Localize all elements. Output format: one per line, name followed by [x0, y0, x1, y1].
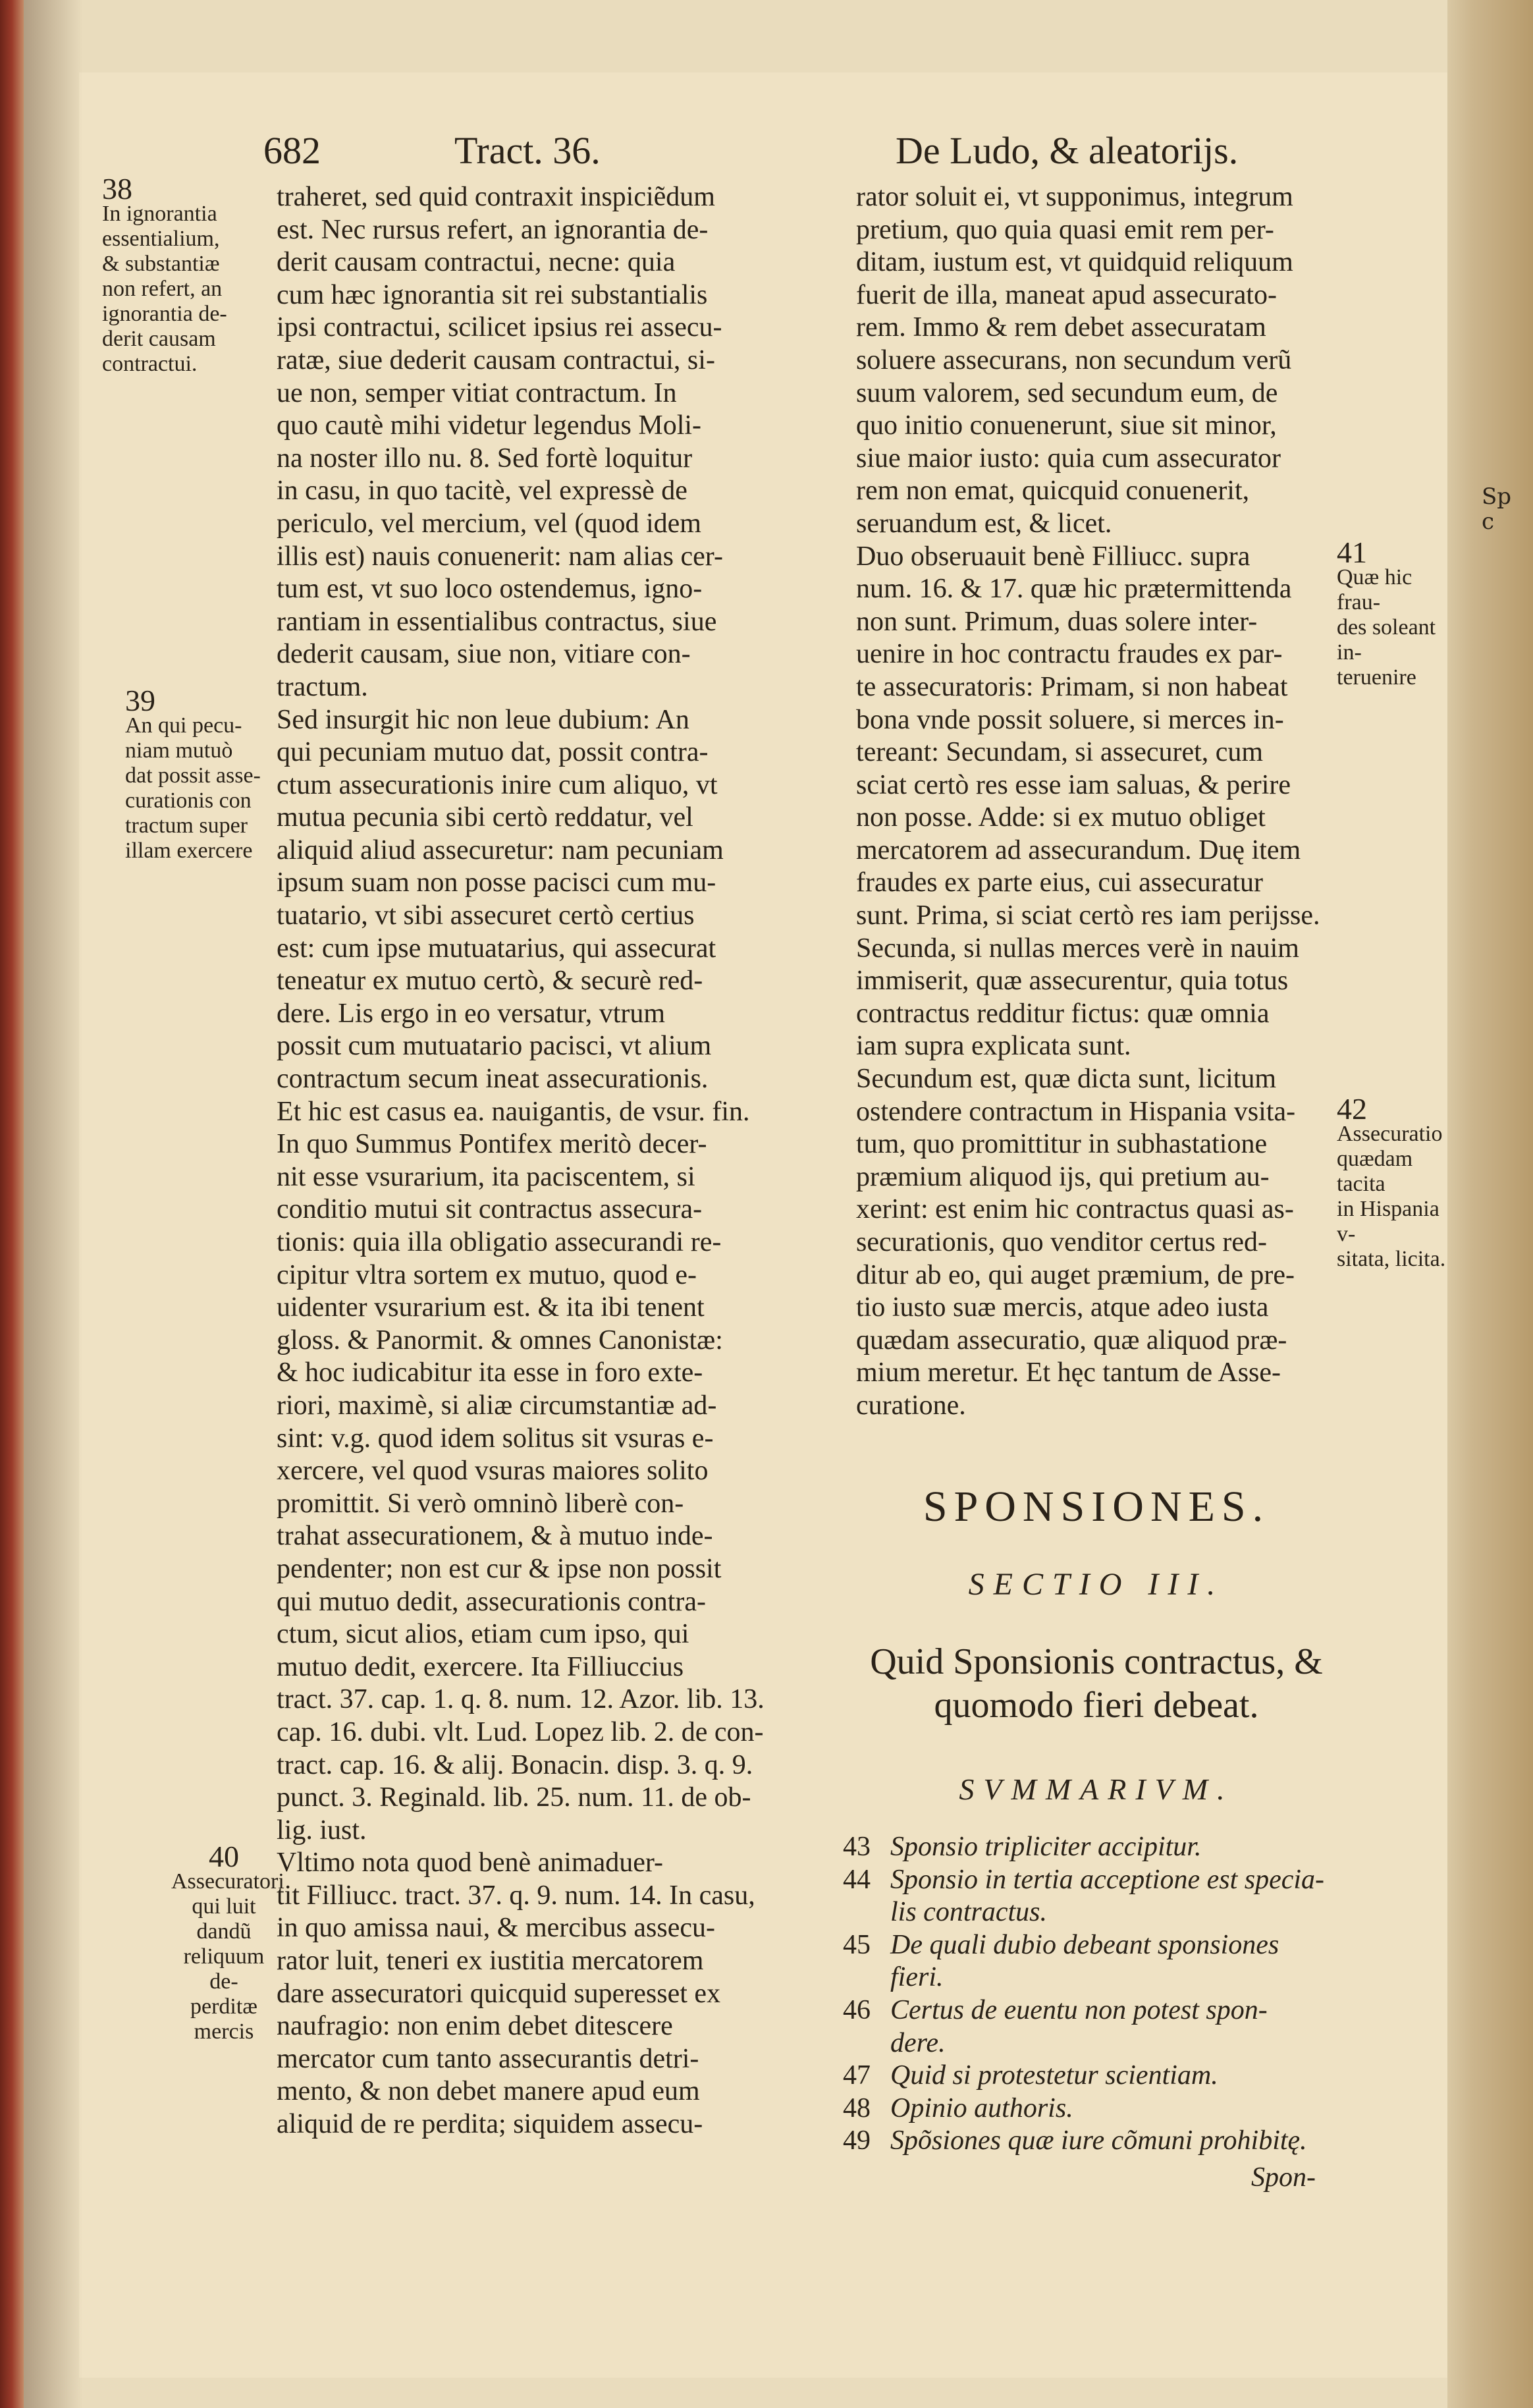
text-line: teneatur ex mutuo certò, & securè red-: [277, 966, 703, 997]
text-line: iam supra explicata sunt.: [856, 1031, 1131, 1062]
margin-line: illam exercere: [125, 838, 253, 863]
text-line: dere. Lis ergo in eo versatur, vtrum: [277, 998, 666, 1029]
text-line: possit cum mutuatario pacisci, vt alium: [277, 1031, 712, 1062]
text-line: in casu, in quo tacitè, vel expressè de: [277, 476, 687, 506]
text-line: tum, quo promittitur in subhastatione: [856, 1129, 1268, 1160]
margin-line: essentialium,: [102, 227, 220, 251]
margin-line: in Hispania v-: [1337, 1197, 1439, 1246]
text-line: quædam assecuratio, quæ aliquod præ-: [856, 1325, 1287, 1355]
text-line: tract. cap. 16. & alij. Bonacin. disp. 3. q. 9.: [277, 1749, 753, 1780]
running-title: De Ludo, & aleatorijs.: [896, 129, 1239, 172]
left-column: [277, 181, 822, 2141]
text-line: præmium aliquod ijs, qui pretium au-: [856, 1161, 1270, 1192]
summarium-number: 46: [843, 1994, 871, 2025]
text-line: te assecuratoris: Primam, si non habeat: [856, 671, 1288, 702]
text-line: dare assecuratori quicquid superesset ex: [277, 1978, 721, 2009]
text-line: ue non, semper vitiat contractum. In: [277, 377, 677, 408]
text-line: ipsi contractui, scilicet ipsius rei assecu-: [277, 312, 722, 343]
text-line: non sunt. Primum, duas solere inter-: [856, 606, 1258, 637]
text-line: periculo, vel mercium, vel (quod idem: [277, 508, 701, 539]
margin-line: Assecuratio: [1337, 1122, 1443, 1146]
margin-number: 39: [125, 684, 155, 717]
text-line: tum est, vt suo loco ostendemus, igno-: [277, 574, 703, 605]
text-line: punct. 3. Reginald. lib. 25. num. 11. de ob-: [277, 1782, 751, 1813]
margin-line: quædam tacita: [1337, 1147, 1413, 1196]
text-line: riori, maximè, si aliæ circumstantiæ ad-: [277, 1390, 717, 1421]
margin-line: ignorantia de-: [102, 302, 227, 326]
text-line: soluere assecurans, non secundum verũ: [856, 344, 1292, 375]
text-line: dederit causam, siue non, vitiare con-: [277, 639, 691, 670]
text-line: tit Filliucc. tract. 37. q. 9. num. 14. In casu,: [277, 1880, 755, 1911]
text-line: naufragio: non enim debet ditescere: [277, 2011, 673, 2042]
tractatus-label: Tract. 36.: [454, 129, 601, 172]
text-line: lig. iust.: [277, 1815, 367, 1846]
summarium-text: dere.: [890, 2027, 946, 2058]
text-line: derit causam contractui, necne: quia: [277, 247, 676, 278]
text-line: contractum secum ineat assecurationis.: [277, 1064, 709, 1095]
margin-line: derit causam: [102, 327, 216, 351]
text-line: conditio mutui sit contractus assecura-: [277, 1194, 703, 1225]
text-line: Vltimo nota quod benè animaduer-: [277, 1847, 663, 1878]
text-line: rator luit, teneri ex iustitia mercatorem: [277, 1946, 704, 1977]
text-line: & hoc iudicabitur ita esse in foro exte-: [277, 1357, 703, 1388]
text-line: ratæ, siue dederit causam contractui, si-: [277, 344, 715, 375]
text-line: rem. Immo & rem debet assecuratam: [856, 312, 1266, 343]
margin-number: 38: [102, 172, 132, 205]
text-line: Secundum est, quæ dicta sunt, licitum: [856, 1064, 1277, 1095]
summarium-text: fieri.: [890, 1962, 944, 1993]
text-line: qui pecuniam mutuo dat, possit contra-: [277, 737, 709, 768]
text-line: xerint: est enim hic contractus quasi as-: [856, 1194, 1294, 1225]
text-line: mercatorem ad assecurandum. Duę item: [856, 835, 1301, 865]
text-line: In quo Summus Pontifex meritò decer-: [277, 1129, 707, 1160]
text-line: xercere, vel quod vsuras maiores solito: [277, 1456, 709, 1487]
text-line: rem non emat, quicquid conuenerit,: [856, 476, 1250, 506]
text-line: fuerit de illa, maneat apud assecurato-: [856, 279, 1278, 310]
summarium-number: 45: [843, 1929, 871, 1960]
text-line: ditam, iustum est, vt quidquid reliquum: [856, 247, 1293, 278]
text-line: sint: v.g. quod idem solitus sit vsuras e-: [277, 1423, 714, 1454]
text-line: est. Nec rursus refert, an ignorantia de-: [277, 214, 709, 245]
summarium-item: [843, 1929, 1357, 1962]
margin-line: teruenire: [1337, 665, 1416, 690]
margin-edge-line: Sp: [1482, 483, 1512, 510]
text-line: mutua pecunia sibi certò reddatur, vel: [277, 802, 693, 833]
gutter-shadow: [24, 0, 83, 2408]
summarium-text: Sponsio tripliciter accipitur.: [890, 1832, 1202, 1862]
text-line: tract. 37. cap. 1. q. 8. num. 12. Azor. lib. 13.: [277, 1684, 765, 1715]
summarium-text: De quali dubio debeant sponsiones: [890, 1929, 1279, 1960]
summarium-number: [843, 2027, 890, 2060]
text-line: mium meretur. Et hęc tantum de Asse-: [856, 1357, 1281, 1388]
summarium-number: 48: [843, 2093, 871, 2123]
margin-line: Quæ hic frau-: [1337, 565, 1412, 615]
margin-line: In ignorantia: [102, 202, 217, 226]
text-line: rator soluit ei, vt supponimus, integrum: [856, 182, 1293, 212]
text-line: quo initio conuenerunt, siue sit minor,: [856, 410, 1277, 441]
text-line: gloss. & Panormit. & omnes Canonistæ:: [277, 1325, 723, 1355]
summarium-item: [843, 2125, 1357, 2158]
text-line: cipitur vltra sortem ex mutuo, quod e-: [277, 1259, 697, 1290]
summarium-number: 49: [843, 2125, 871, 2156]
running-header: [263, 128, 1291, 188]
text-line: nit esse vsurarium, ita paciscentem, si: [277, 1161, 695, 1192]
summarium-item: [843, 1961, 1357, 1994]
margin-line: contractui.: [102, 352, 198, 376]
text-line: Sed insurgit hic non leue dubium: An: [277, 704, 689, 735]
text-line: Duo obseruauit benè Filliucc. supra: [856, 541, 1251, 572]
margin-note-41: [1337, 535, 1449, 690]
text-line: illis est) nauis conuenerit: nam alias cer-: [277, 541, 723, 572]
summarium-heading: SVMMARIVM.: [959, 1772, 1234, 1806]
text-line: non posse. Adde: si ex mutuo obliget: [856, 802, 1266, 833]
page-edge-right: [1447, 0, 1533, 2408]
text-line: ditur ab eo, qui auget præmium, de pre-: [856, 1259, 1295, 1290]
margin-note-39: [125, 684, 277, 863]
text-line: tractum.: [277, 671, 368, 702]
summarium-item: [843, 1896, 1357, 1929]
text-line: ostendere contractum in Hispania vsita-: [856, 1096, 1296, 1127]
text-line: Et hic est casus ea. nauigantis, de vsur. fin.: [277, 1096, 750, 1127]
margin-number: 42: [1337, 1092, 1367, 1126]
margin-note-38: [102, 172, 273, 377]
summarium-number: 43: [843, 1832, 871, 1862]
text-line: pendenter; non est cur & ipse non possit: [277, 1553, 722, 1584]
text-line: traheret, sed quid contraxit inspiciẽdum: [277, 182, 715, 212]
margin-line: tractum super: [125, 813, 248, 838]
text-line: num. 16. & 17. quæ hic prætermittenda: [856, 574, 1292, 605]
margin-edge-line: c: [1482, 508, 1495, 535]
margin-line: niam mutuò: [125, 738, 233, 763]
text-line: immiserit, quæ assecurentur, quia totus: [856, 966, 1289, 997]
text-line: cum hæc ignorantia sit rei substantialis: [277, 279, 708, 310]
margin-line: An qui pecu-: [125, 713, 242, 738]
text-line: fraudes ex parte eius, cui assecuratur: [856, 867, 1264, 898]
text-line: seruandum est, & licet.: [856, 508, 1112, 539]
text-line: securationis, quo venditor certus red-: [856, 1227, 1267, 1257]
text-line: in quo amissa naui, & mercibus assecu-: [277, 1913, 716, 1944]
catchword: Spon-: [1251, 2162, 1316, 2193]
text-line: aliquid de re perdita; siquidem assecu-: [277, 2109, 703, 2140]
text-line: tionis: quia illa obligatio assecurandi re-: [277, 1227, 722, 1257]
text-line: aliquid aliud assecuretur: nam pecuniam: [277, 835, 724, 865]
text-line: mercator cum tanto assecurantis detri-: [277, 2043, 699, 2074]
text-line: contractus redditur fictus: quæ omnia: [856, 998, 1270, 1029]
margin-line: des soleant in-: [1337, 615, 1436, 665]
summarium-text: lis contractus.: [890, 1897, 1047, 1928]
text-line: na noster illo nu. 8. Sed fortè loquitur: [277, 443, 693, 474]
text-line: Secunda, si nullas merces verè in nauim: [856, 933, 1299, 964]
summarium-number: [843, 1961, 890, 1994]
text-line: uidenter vsurarium est. & ita ibi tenent: [277, 1292, 705, 1323]
margin-line: dat possit asse-: [125, 763, 261, 788]
summarium-item: [843, 2060, 1357, 2093]
right-column: [856, 181, 1337, 1423]
margin-number: 40: [209, 1840, 239, 1873]
summarium-item: [843, 1831, 1357, 1864]
summarium-text: Spõsiones quæ iure cõmuni prohibitę.: [890, 2125, 1307, 2156]
summarium-item: [843, 2093, 1357, 2125]
page-number: 682: [263, 129, 321, 172]
sectio-heading: SECTIO III.: [968, 1567, 1225, 1602]
text-line: quo cautè mihi videtur legendus Moli-: [277, 410, 702, 441]
text-line: sunt. Prima, si sciat certò res iam perijsse.: [856, 900, 1320, 931]
margin-line: qui luit dandũ: [192, 1894, 256, 1944]
text-line: rantiam in essentialibus contractus, siue: [277, 606, 717, 637]
text-line: est: cum ipse mutuatarius, qui assecurat: [277, 933, 716, 964]
text-line: ctum, sicut alios, etiam cum ipso, qui: [277, 1619, 689, 1650]
summarium-text: Sponsio in tertia acceptione est specia-: [890, 1864, 1325, 1895]
margin-line: non refert, an: [102, 277, 223, 301]
margin-line: & substantiæ: [102, 252, 220, 276]
margin-line: Assecuratori: [171, 1869, 284, 1894]
text-line: curatione.: [856, 1390, 966, 1421]
text-line: mento, & non debet manere apud eum: [277, 2076, 700, 2107]
text-line: mutuo dedit, exercere. Ita Filliuccius: [277, 1651, 684, 1682]
margin-line: perditæ mercis: [190, 1994, 257, 2044]
text-line: uenire in hoc contractu fraudes ex par-: [856, 639, 1283, 670]
text-line: qui mutuo dedit, assecurationis contra-: [277, 1586, 707, 1617]
section-heading-sponsiones: SPONSIONES.: [923, 1483, 1270, 1531]
text-line: sciat certò res esse iam saluas, & perire: [856, 769, 1291, 800]
margin-line: reliquum de-: [183, 1944, 265, 1994]
summarium-item: [843, 1864, 1357, 1897]
text-line: ipsum suam non posse pacisci cum mu-: [277, 867, 716, 898]
summarium-text: Quid si protestetur scientiam.: [890, 2060, 1218, 2091]
text-line: pretium, quo quia quasi emit rem per-: [856, 214, 1274, 245]
summarium-number: 44: [843, 1864, 871, 1895]
summarium-text: Certus de euentu non potest spon-: [890, 1994, 1268, 2025]
quid-title: Quid Sponsionis contractus, & quomodo fieri debeat.: [870, 1641, 1323, 1726]
text-line: promittit. Si verò omninò liberè con-: [277, 1488, 684, 1519]
text-line: suum valorem, sed secundum eum, de: [856, 377, 1278, 408]
text-line: ctum assecurationis inire cum aliquo, vt: [277, 769, 718, 800]
summarium-text: Opinio authoris.: [890, 2093, 1073, 2123]
margin-line: curationis con: [125, 788, 252, 813]
text-line: trahat assecurationem, & à mutuo inde-: [277, 1521, 713, 1552]
text-line: tio iusto suæ mercis, atque adeo iusta: [856, 1292, 1269, 1323]
text-line: cap. 16. dubi. vlt. Lud. Lopez lib. 2. de con-: [277, 1716, 764, 1747]
summarium-item: [843, 1994, 1357, 2027]
text-line: bona vnde possit soluere, si merces in-: [856, 704, 1284, 735]
summarium-number: 47: [843, 2060, 871, 2091]
margin-number: 41: [1337, 535, 1367, 569]
margin-line: sitata, licita.: [1337, 1247, 1446, 1271]
summarium-item: [843, 2027, 1357, 2060]
text-line: tuatario, vt sibi assecuret certò certius: [277, 900, 695, 931]
text-line: siue maior iusto: quia cum assecurator: [856, 443, 1281, 474]
summarium-list: [843, 1831, 1357, 2158]
summarium-number: [843, 1896, 890, 1929]
margin-note-40: [171, 1840, 284, 2044]
margin-note-42: [1337, 1092, 1449, 1272]
page-edge-left: [0, 0, 24, 2408]
text-line: tereant: Secundam, si assecuret, cum: [856, 737, 1264, 768]
margin-note-edge: [1482, 484, 1511, 534]
